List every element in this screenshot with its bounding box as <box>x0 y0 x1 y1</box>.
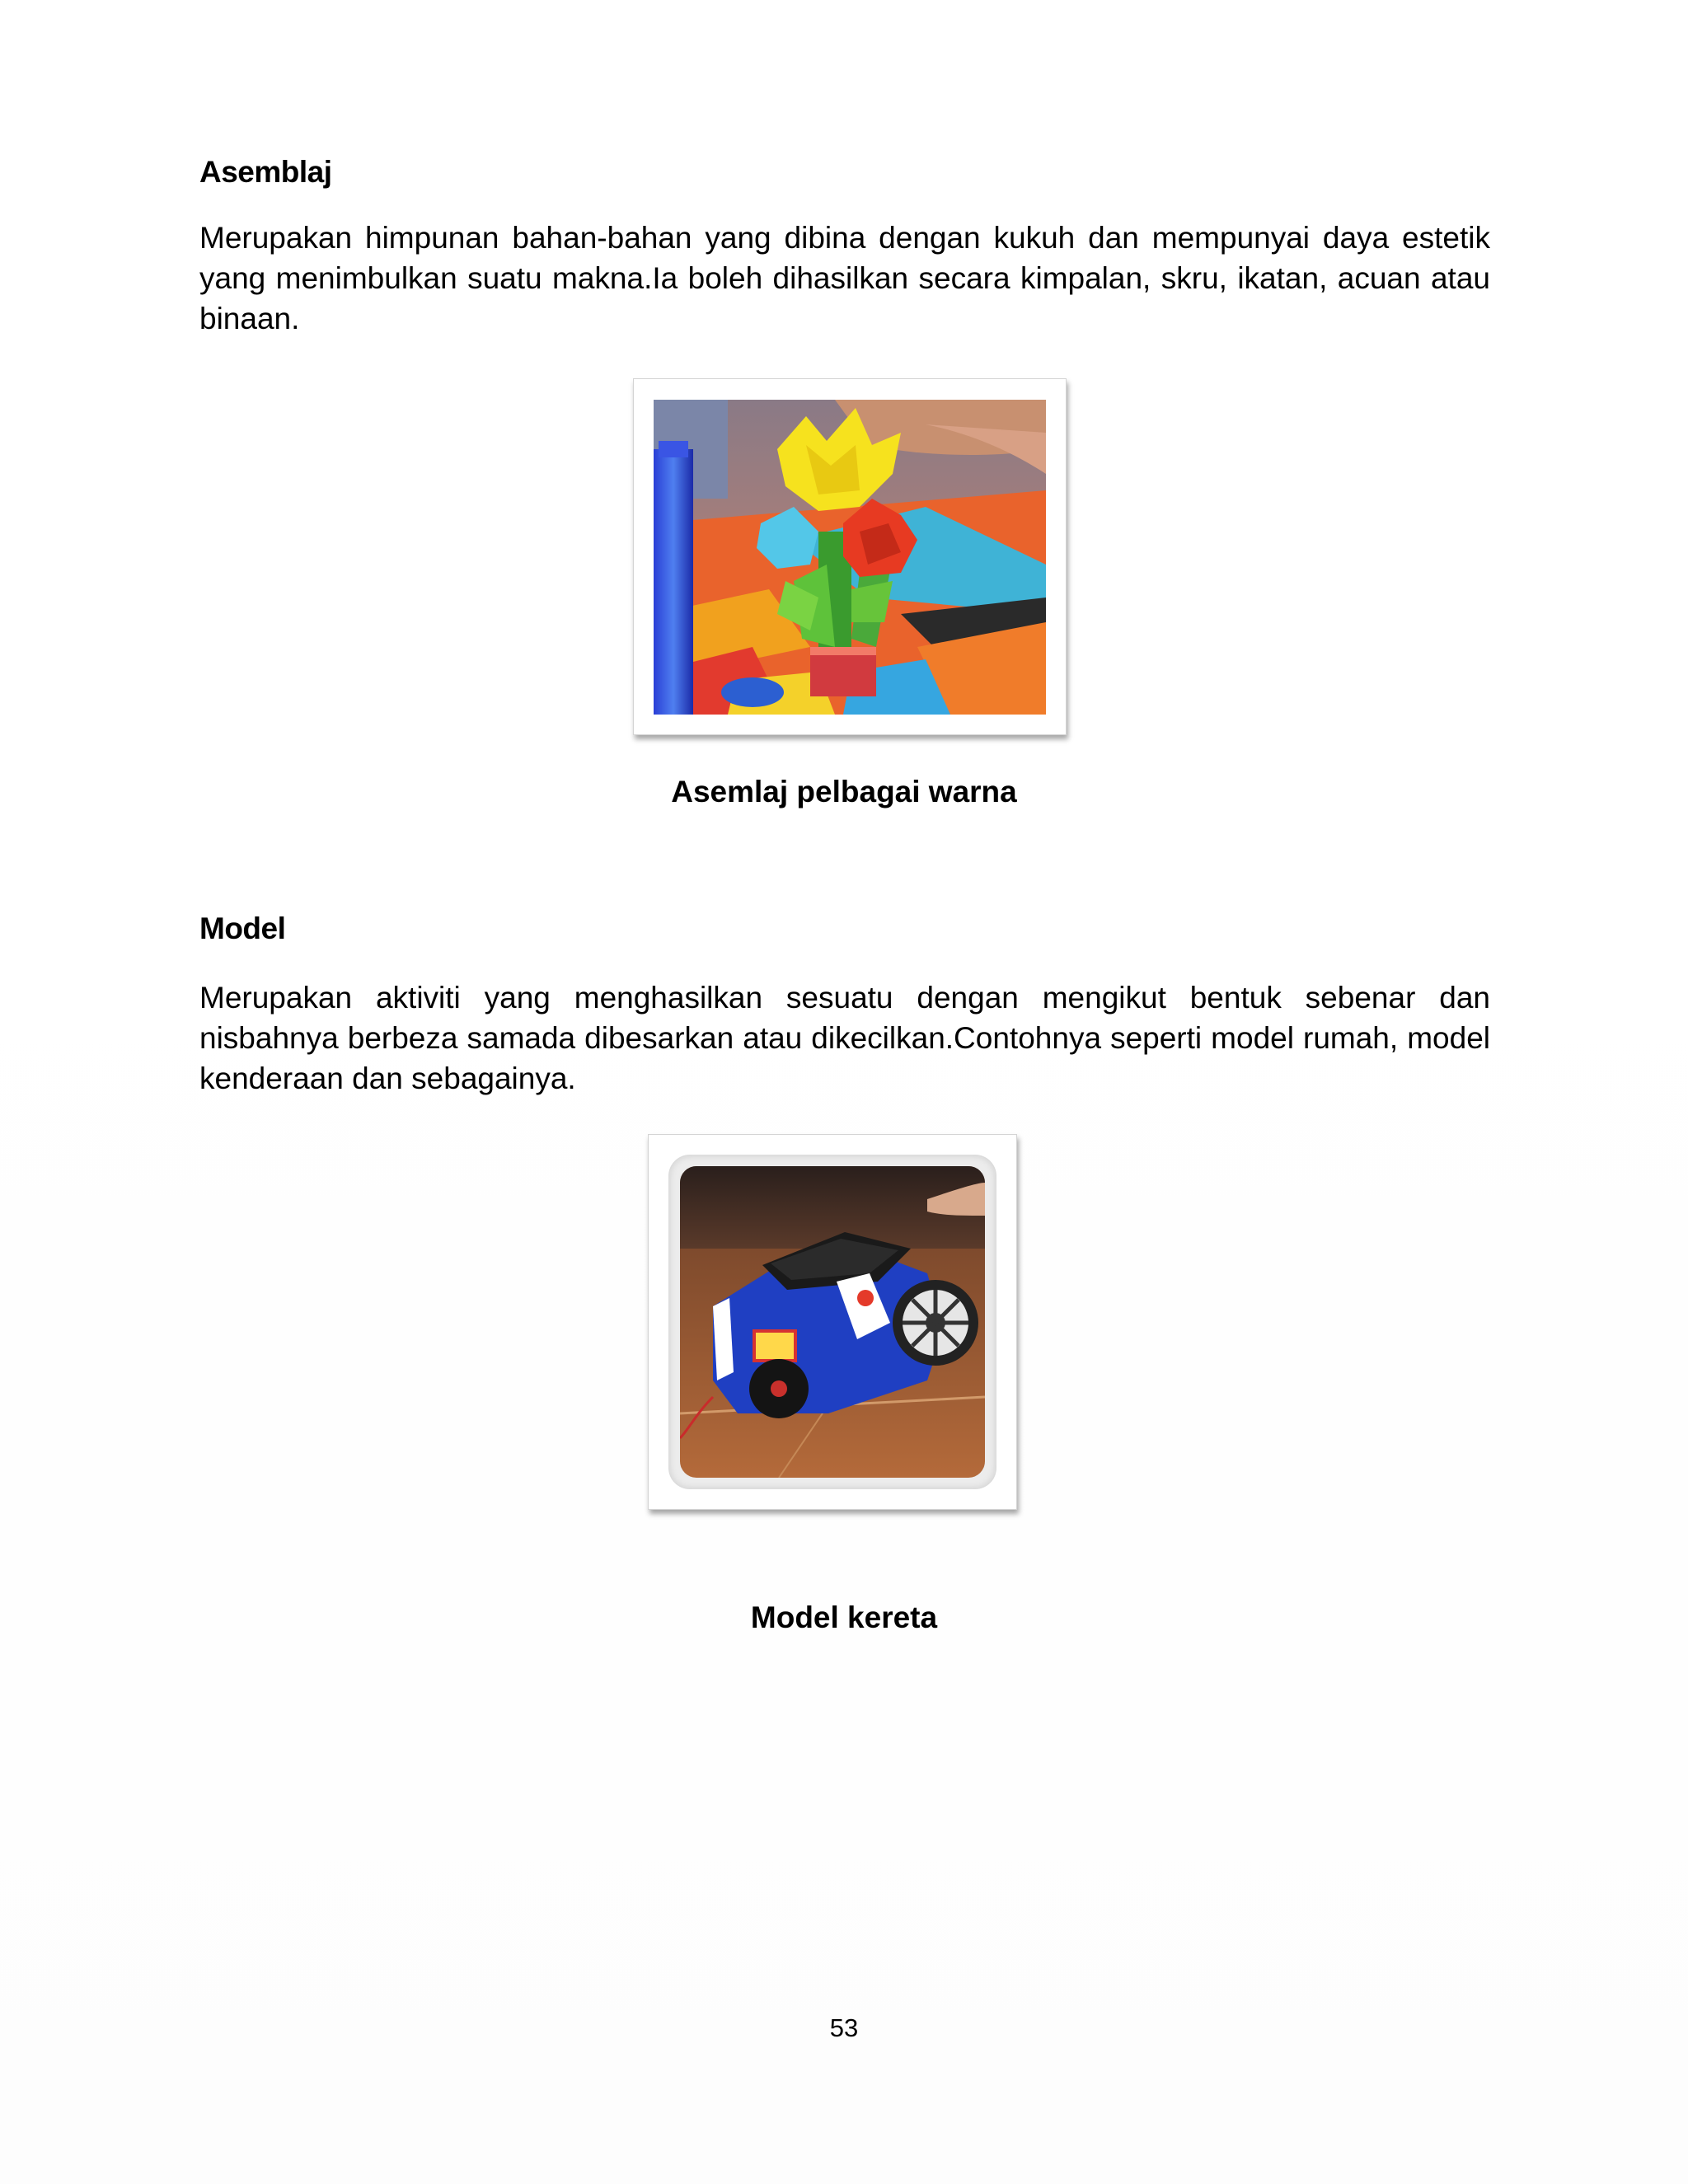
photo-inner-frame <box>668 1155 996 1489</box>
section-heading-asemblaj: Asemblaj <box>199 155 332 189</box>
origami-flower-photo <box>654 400 1046 715</box>
photo-frame-origami <box>633 378 1067 735</box>
page-number: 53 <box>829 2013 859 2042</box>
figure-caption-asemlaj: Asemlaj pelbagai warna <box>671 775 1017 808</box>
section-paragraph-model: Merupakan aktiviti yang menghasilkan sesuatu dengan mengikut bentuk sebenar dan nisbahnya berbeza samada dibesarkan atau dikecilkan.Contohnya seperti model rumah, model kenderaan dan sebagainya. <box>199 981 1490 1095</box>
section-heading-model: Model <box>199 912 286 945</box>
model-car-photo <box>680 1166 985 1478</box>
section-paragraph-asemblaj: Merupakan himpunan bahan-bahan yang dibina dengan kukuh dan mempunyai daya estetik yang menimbulkan suatu makna.Ia boleh dihasilkan secara kimpalan, skru, ikatan, acuan atau binaan. <box>199 221 1490 335</box>
figure-caption-model-kereta: Model kereta <box>750 1601 938 1634</box>
photo-frame-model-car <box>648 1134 1017 1510</box>
